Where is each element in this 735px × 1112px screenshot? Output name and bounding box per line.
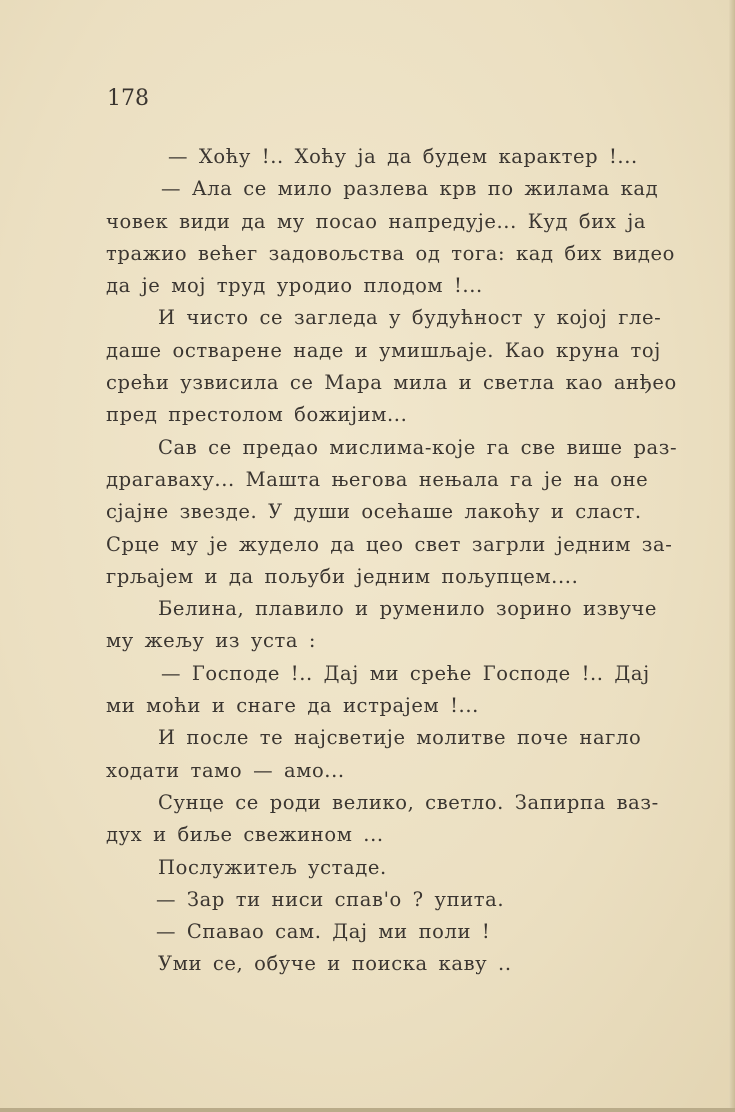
text-line: ми моћи и снаге да истрајем !... <box>106 694 479 718</box>
page-number: 178 <box>107 86 149 111</box>
text-line: дух и биље свежином ... <box>106 823 384 847</box>
text-line: даше остварене наде и умишљаје. Као круна тој <box>106 338 661 362</box>
text-line: човек види да му посао напредује... Куд бих ја <box>106 209 647 233</box>
text-line: да је мој труд уродио плодом !... <box>106 274 483 298</box>
text-line: — Господе !.. Дај ми среће Господе !.. Дај <box>161 661 650 685</box>
text-line: Послужитељ устаде. <box>158 855 387 879</box>
page-edge-shadow <box>729 0 735 1112</box>
text-line: Белина, плавило и руменило зорино извуче <box>158 597 658 621</box>
text-line: му жељу из уста : <box>106 629 317 653</box>
text-line: драгаваху... Машта његова нењала га је на оне <box>106 467 649 491</box>
text-line: Сав се предао мислима-које га све више раз- <box>158 435 678 459</box>
text-line: — Зар ти ниси спав'о ? упита. <box>156 887 505 911</box>
text-line: И чисто се загледа у будућност у којој гле- <box>158 306 662 330</box>
text-line: Сунце се роди велико, светло. Запирпа ваз- <box>158 790 659 814</box>
text-line: — Спавао сам. Дај ми поли ! <box>156 920 491 944</box>
text-line: срећи узвисила се Мара мила и светла као анђео <box>106 371 677 395</box>
body-text <box>106 141 678 981</box>
text-line: — Хоћу !.. Хоћу ја да будем карактер !... <box>168 145 638 168</box>
page-bottom-edge <box>0 1108 735 1112</box>
text-line: — Ала се мило разлева крв по жилама кад <box>161 177 659 201</box>
text-line: ходати тамо — амо... <box>106 758 345 782</box>
text-line: тражио већег задовољства од тога: кад бих видео <box>106 241 675 265</box>
text-line: сјајне звезде. У души осећаше лакоћу и сласт. <box>106 500 642 524</box>
text-line: И после те најсветије молитве поче нагло <box>158 726 642 750</box>
text-line: грљајем и да пољуби једним пољупцем.... <box>106 564 579 588</box>
text-line: Срце му је жудело да цео свет загрли једним за- <box>106 532 673 556</box>
text-line: пред престолом божијим... <box>106 403 408 427</box>
text-line: Уми се, обуче и поиска каву .. <box>158 952 512 976</box>
